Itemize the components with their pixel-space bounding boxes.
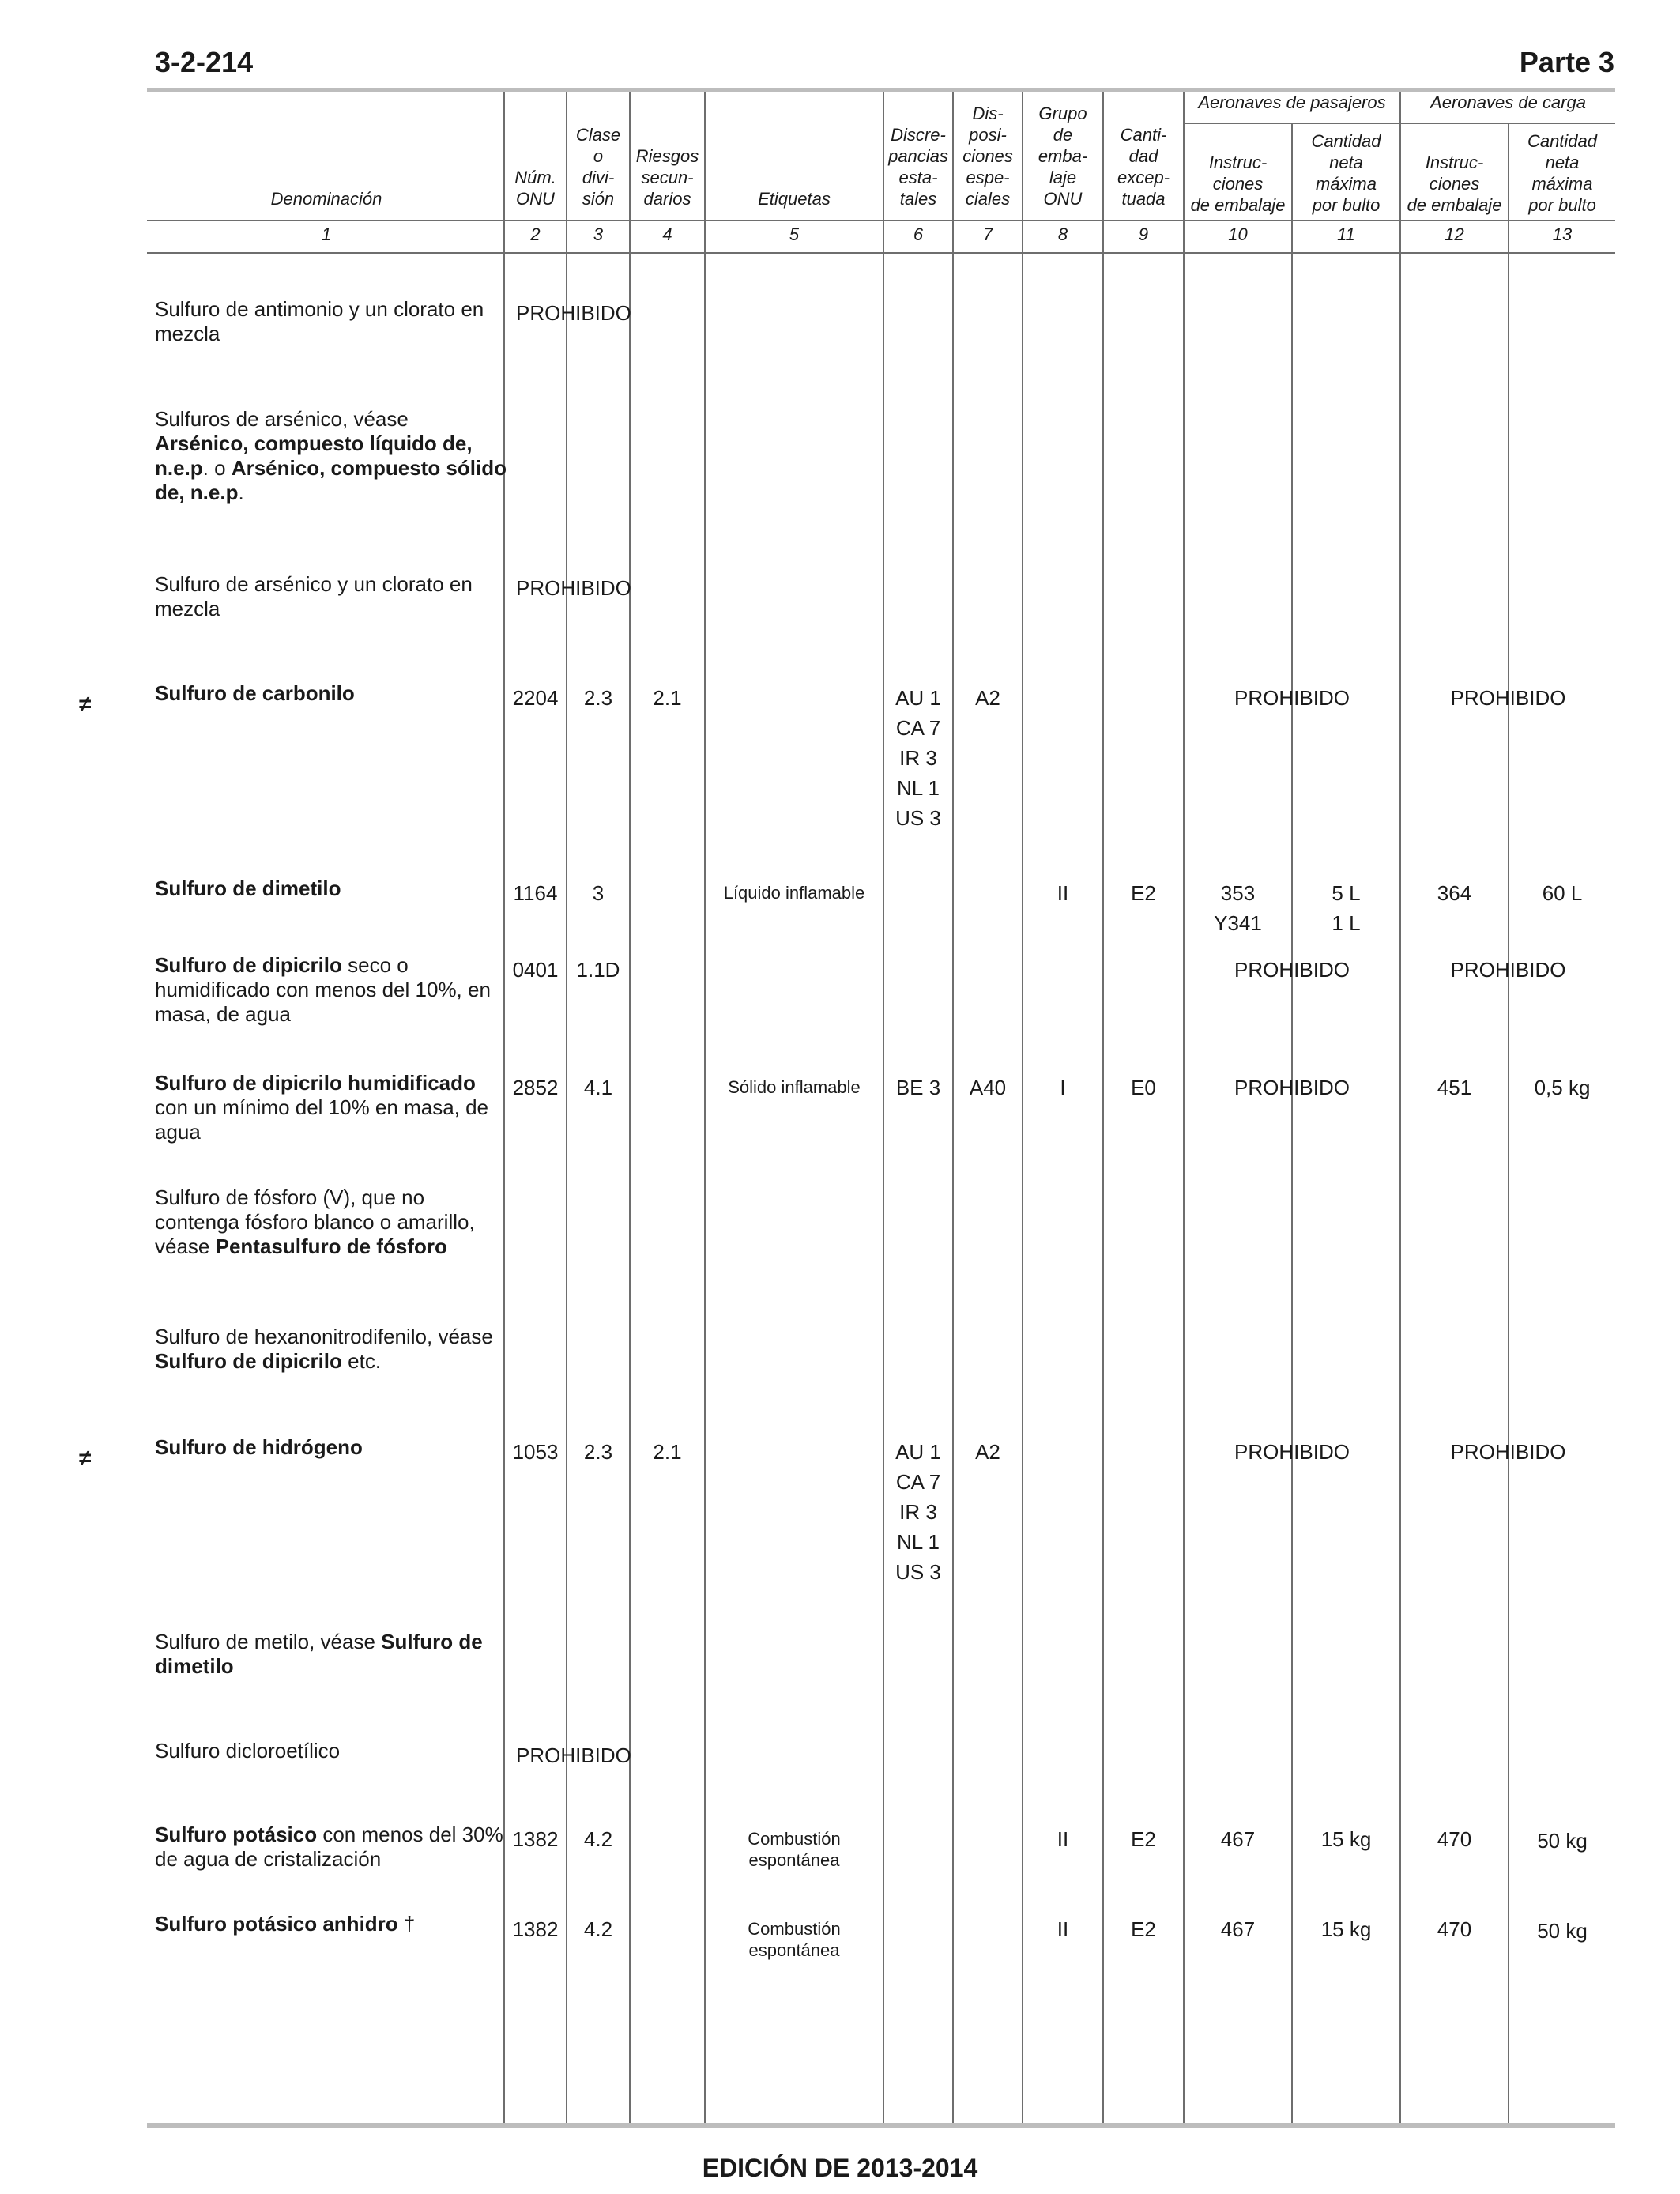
entry-name: Sulfuro de dimetilo bbox=[155, 876, 341, 900]
packing-group: II bbox=[1057, 1917, 1069, 1941]
cargo-instructions: 470 bbox=[1437, 1917, 1472, 1941]
cargo-max-qty: 50 kg bbox=[1537, 1829, 1588, 1853]
class-division: 3 bbox=[592, 881, 605, 905]
col-header-pax-max-qty: Cantidad neta máxima por bulto bbox=[1311, 131, 1381, 215]
forbidden-text: PROHIBIDO bbox=[516, 301, 631, 325]
excepted-qty: E2 bbox=[1131, 1827, 1156, 1851]
hazard-label: Combustión espontánea bbox=[748, 1919, 841, 1960]
un-number: 0401 bbox=[512, 958, 559, 982]
pax-forbidden: PROHIBIDO bbox=[1234, 958, 1350, 982]
un-number: 1382 bbox=[512, 1827, 559, 1851]
forbidden-text: PROHIBIDO bbox=[516, 576, 631, 600]
col-line bbox=[629, 92, 631, 2123]
subsidiary-risk: 2.1 bbox=[653, 686, 682, 710]
cargo-instructions: 451 bbox=[1437, 1076, 1472, 1099]
col-line bbox=[952, 92, 954, 2123]
class-division: 4.2 bbox=[583, 1917, 613, 1941]
cargo-forbidden: PROHIBIDO bbox=[1450, 1440, 1566, 1464]
hazard-label: Líquido inflamable bbox=[723, 883, 865, 903]
class-division: 2.3 bbox=[583, 1440, 613, 1464]
packing-group: I bbox=[1060, 1076, 1066, 1099]
entry-name: Sulfuros de arsénico, véase Arsénico, compuesto líquido de, n.e.p. o Arsénico, compuesto sólido de, n.e.p. bbox=[155, 407, 507, 504]
col-line bbox=[883, 92, 884, 2123]
state-variations: AU 1 CA 7 IR 3 NL 1 US 3 bbox=[895, 1440, 941, 1584]
pax-forbidden: PROHIBIDO bbox=[1234, 1076, 1350, 1099]
entry-name: Sulfuro de dipicrilo seco o humidificado con menos del 10%, en masa, de agua bbox=[155, 953, 491, 1026]
col-number: 2 bbox=[530, 224, 541, 244]
forbidden-text: PROHIBIDO bbox=[516, 1744, 631, 1767]
change-mark: ≠ bbox=[79, 692, 92, 716]
hazard-label: Sólido inflamable bbox=[728, 1077, 861, 1097]
col-number: 1 bbox=[321, 224, 332, 244]
col-number: 9 bbox=[1138, 224, 1149, 244]
un-number: 2852 bbox=[512, 1076, 559, 1099]
col-number: 13 bbox=[1552, 224, 1573, 244]
col-header-state-variations: Discre- pancias esta- tales bbox=[888, 125, 948, 209]
un-number: 2204 bbox=[512, 686, 559, 710]
class-division: 1.1D bbox=[576, 958, 620, 982]
edition-footer: EDICIÓN DE 2013-2014 bbox=[702, 2154, 978, 2182]
cargo-max-qty: 60 L bbox=[1542, 881, 1583, 905]
col-header-special-provisions: Dis- posi- ciones espe- ciales bbox=[962, 104, 1013, 209]
cargo-instructions: 364 bbox=[1437, 881, 1472, 905]
col-header-cargo-instructions: Instruc- ciones de embalaje bbox=[1407, 153, 1502, 215]
entry-name: Sulfuro de antimonio y un clorato en mezcla bbox=[155, 297, 484, 345]
entry-name: Sulfuro potásico anhidro † bbox=[155, 1912, 416, 1936]
col-number: 6 bbox=[913, 224, 924, 244]
number-row-rule bbox=[147, 252, 1615, 254]
entry-name: Sulfuro de carbonilo bbox=[155, 681, 355, 705]
col-header-subsidiary-risks: Riesgos secun- darios bbox=[635, 146, 699, 209]
entry-name: Sulfuro de hexanonitrodifenilo, véase Sulfuro de dipicrilo etc. bbox=[155, 1325, 493, 1373]
bottom-rule bbox=[147, 2123, 1615, 2128]
col-line bbox=[1183, 92, 1185, 2123]
class-division: 4.1 bbox=[583, 1076, 613, 1099]
col-header-packing-group: Grupo de emba- laje ONU bbox=[1038, 104, 1088, 209]
state-variations: BE 3 bbox=[895, 1076, 941, 1099]
special-provisions: A2 bbox=[975, 686, 1000, 710]
cargo-instructions: 470 bbox=[1437, 1827, 1472, 1851]
col-number: 7 bbox=[982, 224, 993, 244]
cargo-forbidden: PROHIBIDO bbox=[1450, 958, 1566, 982]
entry-name: Sulfuro de hidrógeno bbox=[155, 1435, 363, 1459]
col-number: 4 bbox=[662, 224, 672, 244]
pax-forbidden: PROHIBIDO bbox=[1234, 1440, 1350, 1464]
special-provisions: A2 bbox=[975, 1440, 1000, 1464]
pax-instructions: 467 bbox=[1220, 1917, 1256, 1941]
special-provisions: A40 bbox=[969, 1076, 1007, 1099]
group-header-passenger: Aeronaves de pasajeros bbox=[1198, 92, 1386, 112]
pax-max-qty: 5 L 1 L bbox=[1332, 881, 1361, 935]
col-number: 12 bbox=[1445, 224, 1464, 244]
col-line bbox=[1291, 123, 1293, 2123]
col-header-un-number: Núm. ONU bbox=[514, 168, 556, 209]
col-number: 11 bbox=[1337, 224, 1355, 244]
col-line bbox=[1399, 92, 1401, 2123]
col-line bbox=[704, 92, 706, 2123]
packing-group: II bbox=[1057, 881, 1069, 905]
un-number: 1053 bbox=[512, 1440, 559, 1464]
col-number: 10 bbox=[1228, 224, 1248, 244]
excepted-qty: E0 bbox=[1131, 1076, 1156, 1099]
group-header-cargo: Aeronaves de carga bbox=[1430, 92, 1586, 112]
entry-name: Sulfuro dicloroetílico bbox=[155, 1739, 341, 1762]
pax-instructions: 353 Y341 bbox=[1214, 881, 1262, 935]
col-header-labels: Etiquetas bbox=[758, 189, 831, 209]
entry-name: Sulfuro de arsénico y un clorato en mezcla bbox=[155, 572, 473, 620]
col-line bbox=[566, 92, 567, 2123]
entry-name: Sulfuro potásico con menos del 30% de agua de cristalización bbox=[155, 1823, 503, 1871]
col-header-class: Clase o divi- sión bbox=[575, 125, 621, 209]
un-number: 1382 bbox=[512, 1917, 559, 1941]
part-title: Parte 3 bbox=[1519, 46, 1614, 78]
cargo-max-qty: 50 kg bbox=[1537, 1919, 1588, 1943]
entry-name: Sulfuro de metilo, véase Sulfuro de dimetilo bbox=[155, 1630, 483, 1678]
pax-forbidden: PROHIBIDO bbox=[1234, 686, 1350, 710]
col-header-pax-instructions: Instruc- ciones de embalaje bbox=[1190, 153, 1286, 215]
col-line bbox=[1102, 92, 1104, 2123]
class-division: 4.2 bbox=[583, 1827, 613, 1851]
un-number: 1164 bbox=[513, 881, 558, 905]
excepted-qty: E2 bbox=[1131, 881, 1156, 905]
entry-name: Sulfuro de dipicrilo humidificado con un mínimo del 10% en masa, de agua bbox=[155, 1071, 489, 1144]
state-variations: AU 1 CA 7 IR 3 NL 1 US 3 bbox=[895, 686, 941, 830]
subsidiary-risk: 2.1 bbox=[653, 1440, 682, 1464]
hazard-label: Combustión espontánea bbox=[748, 1829, 841, 1870]
class-division: 2.3 bbox=[583, 686, 613, 710]
col-line bbox=[1508, 123, 1509, 2123]
col-header-cargo-max-qty: Cantidad neta máxima por bulto bbox=[1527, 131, 1598, 215]
pax-max-qty: 15 kg bbox=[1320, 1917, 1372, 1941]
entry-name: Sulfuro de fósforo (V), que no contenga fósforo blanco o amarillo, véase Pentasulfuro de fósforo bbox=[155, 1186, 475, 1258]
change-mark: ≠ bbox=[79, 1446, 92, 1470]
col-header-denominacion: Denominación bbox=[270, 189, 382, 209]
col-line bbox=[1022, 92, 1023, 2123]
col-number: 3 bbox=[593, 224, 604, 244]
pax-max-qty: 15 kg bbox=[1320, 1827, 1372, 1851]
col-number: 5 bbox=[789, 224, 800, 244]
packing-group: II bbox=[1057, 1827, 1069, 1851]
page-number: 3-2-214 bbox=[155, 46, 254, 78]
excepted-qty: E2 bbox=[1131, 1917, 1156, 1941]
col-number: 8 bbox=[1057, 224, 1068, 244]
cargo-max-qty: 0,5 kg bbox=[1534, 1076, 1591, 1099]
header-bottom-rule bbox=[147, 220, 1615, 221]
pax-instructions: 467 bbox=[1220, 1827, 1256, 1851]
col-header-excepted-qty: Canti- dad excep- tuada bbox=[1117, 125, 1170, 209]
cargo-forbidden: PROHIBIDO bbox=[1450, 686, 1566, 710]
